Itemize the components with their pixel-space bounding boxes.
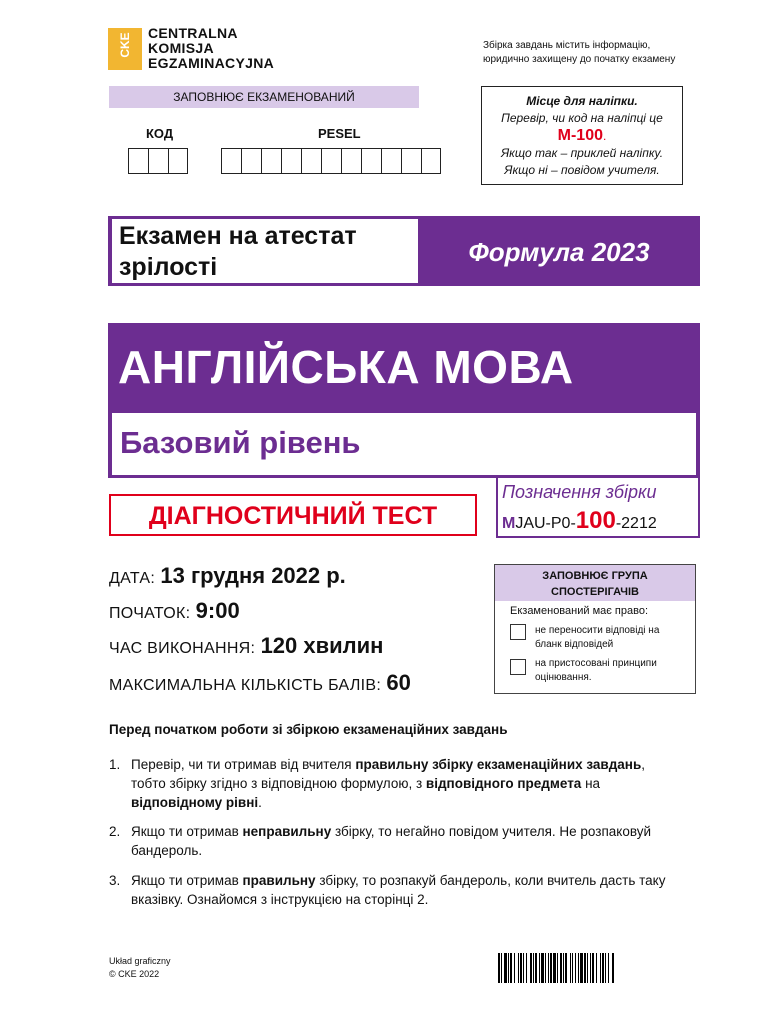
item-bold-text: правильну збірку екзаменаційних завдань bbox=[355, 757, 642, 772]
instruction-item-1 bbox=[109, 755, 679, 812]
max-points-label: МАКСИМАЛЬНА КІЛЬКІСТЬ БАЛІВ: bbox=[109, 677, 382, 694]
option-1-line-1: не переносити відповіді на bbox=[535, 625, 660, 636]
logo-line-1: CENTRALNA bbox=[148, 25, 238, 41]
max-points-value: 60 bbox=[386, 670, 411, 695]
logo-line-2: KOMISJA bbox=[148, 40, 214, 56]
exam-title-line-2: зрілості bbox=[119, 253, 218, 281]
cke-logo-mark bbox=[108, 28, 142, 70]
item-bold-text: неправильну bbox=[242, 824, 332, 839]
designation-code-m: M bbox=[502, 515, 516, 532]
fill-section-header: ЗАПОВНЮЄ ЕКЗАМЕНОВАНИЙ bbox=[109, 86, 419, 108]
formula-label: Формула 2023 bbox=[468, 237, 650, 267]
item-text: Перевір, чи ти отримав від вчителя bbox=[131, 757, 356, 772]
item-bold-text: відповідному рівні bbox=[131, 795, 259, 810]
sticker-line-2: Перевір, чи код на наліпці це bbox=[501, 111, 663, 125]
item-number: 1. bbox=[109, 757, 121, 772]
footer-line-2: © CKE 2022 bbox=[109, 969, 160, 979]
designation-label: Позначення збірки bbox=[502, 482, 657, 502]
pesel-cell[interactable] bbox=[401, 148, 421, 174]
date-label: ДАТА: bbox=[109, 570, 156, 587]
option-2-line-2: оцінювання. bbox=[535, 672, 592, 683]
pesel-cell[interactable] bbox=[301, 148, 321, 174]
date-row bbox=[109, 563, 346, 589]
sticker-line-4: Якщо так – приклей наліпку. bbox=[500, 146, 664, 160]
diagnostic-test-label: ДІАГНОСТИЧНИЙ ТЕСТ bbox=[109, 494, 477, 536]
duration-label: ЧАС ВИКОНАННЯ: bbox=[109, 640, 256, 657]
designation-code bbox=[502, 507, 657, 535]
footer bbox=[109, 955, 171, 981]
pesel-cell[interactable] bbox=[421, 148, 441, 174]
kod-cell[interactable] bbox=[148, 148, 168, 174]
pesel-cell[interactable] bbox=[241, 148, 261, 174]
pesel-cell[interactable] bbox=[361, 148, 381, 174]
start-value: 9:00 bbox=[195, 598, 240, 623]
observers-header-line-1: ЗАПОВНЮЄ ГРУПА bbox=[542, 570, 648, 582]
item-text: Якщо ти отримав bbox=[131, 824, 243, 839]
sticker-line-5: Якщо ні – повідом учителя. bbox=[504, 163, 660, 177]
legal-note bbox=[483, 39, 675, 67]
sticker-code: M-100 bbox=[557, 127, 603, 144]
sticker-title: Місце для наліпки. bbox=[526, 94, 638, 108]
legal-note-line-1: Збірка завдань містить інформацію, bbox=[483, 40, 651, 51]
option-1-line-2: бланк відповідей bbox=[535, 639, 614, 650]
observers-header bbox=[495, 565, 695, 601]
exam-title-line-1: Екзамен на атестат bbox=[119, 222, 357, 250]
designation-code-num: 100 bbox=[575, 507, 616, 534]
item-number: 3. bbox=[109, 873, 121, 888]
kod-cell[interactable] bbox=[168, 148, 188, 174]
date-value: 13 грудня 2022 р. bbox=[160, 563, 346, 588]
start-label: ПОЧАТОК: bbox=[109, 605, 191, 622]
footer-line-1: Układ graficzny bbox=[109, 956, 171, 966]
max-points-row bbox=[109, 670, 411, 696]
pesel-label: PESEL bbox=[318, 126, 361, 141]
kod-cell[interactable] bbox=[128, 148, 148, 174]
pesel-cell[interactable] bbox=[221, 148, 241, 174]
instruction-item-3 bbox=[109, 871, 679, 909]
subject-level: Базовий рівень bbox=[120, 425, 361, 460]
pesel-cell[interactable] bbox=[381, 148, 401, 174]
instructions-heading: Перед початком роботи зі збіркою екзаменаційних завдань bbox=[109, 722, 508, 737]
barcode-bar bbox=[614, 953, 615, 983]
item-text: , тобто збірку згідно з відповідною формулою, з bbox=[131, 757, 646, 791]
exam-title bbox=[119, 221, 357, 283]
item-number: 2. bbox=[109, 824, 121, 839]
pesel-cell[interactable] bbox=[341, 148, 361, 174]
kod-input-cells[interactable] bbox=[128, 148, 188, 174]
pesel-cell[interactable] bbox=[281, 148, 301, 174]
item-text: на bbox=[581, 776, 601, 791]
option-2-line-1: на пристосовані принципи bbox=[535, 658, 657, 669]
subject-title: АНГЛІЙСЬКА МОВА bbox=[118, 341, 574, 393]
item-bold-text: відповідного предмета bbox=[425, 776, 582, 791]
item-text: збірку, то розпакуй бандероль, коли вчитель дасть таку вказівку. Ознайомся з інструкцією на сторінці 2. bbox=[131, 873, 666, 907]
item-text: збірку, то негайно повідом учителя. Не розпаковуй бандероль. bbox=[131, 824, 651, 858]
kod-label: КОД bbox=[146, 126, 174, 141]
pesel-cell[interactable] bbox=[261, 148, 281, 174]
designation-code-pre: JAU-P0- bbox=[515, 515, 576, 532]
observers-header-line-2: СПОСТЕРІГАЧІВ bbox=[551, 586, 639, 598]
instruction-item-2 bbox=[109, 822, 679, 860]
accommodation-checkbox-2[interactable] bbox=[510, 659, 526, 675]
duration-value: 120 хвилин bbox=[260, 633, 384, 658]
item-text: . bbox=[258, 795, 262, 810]
pesel-cell[interactable] bbox=[321, 148, 341, 174]
logo-line-3: EGZAMINACYJNA bbox=[148, 55, 275, 71]
observers-subtitle: Екзаменований має право: bbox=[510, 605, 648, 617]
accommodation-option-2 bbox=[535, 657, 685, 685]
logo-text bbox=[148, 26, 274, 71]
item-text: Якщо ти отримав bbox=[131, 873, 243, 888]
designation-code-post: -2212 bbox=[615, 515, 657, 532]
accommodation-option-1 bbox=[535, 624, 685, 652]
accommodation-checkbox-1[interactable] bbox=[510, 624, 526, 640]
legal-note-line-2: юридично захищену до початку екзамену bbox=[483, 54, 676, 65]
logo-mark-text: CKE bbox=[118, 32, 132, 58]
item-bold-text: правильну bbox=[242, 873, 316, 888]
pesel-input-cells[interactable] bbox=[221, 148, 441, 174]
sticker-box: Місце для наліпки. Перевір, чи код на наліпці це M-100. Якщо так – приклей наліпку. Якщо ні – повідом учителя. bbox=[481, 86, 683, 185]
barcode bbox=[498, 953, 693, 983]
duration-row bbox=[109, 633, 383, 659]
start-row bbox=[109, 598, 240, 624]
